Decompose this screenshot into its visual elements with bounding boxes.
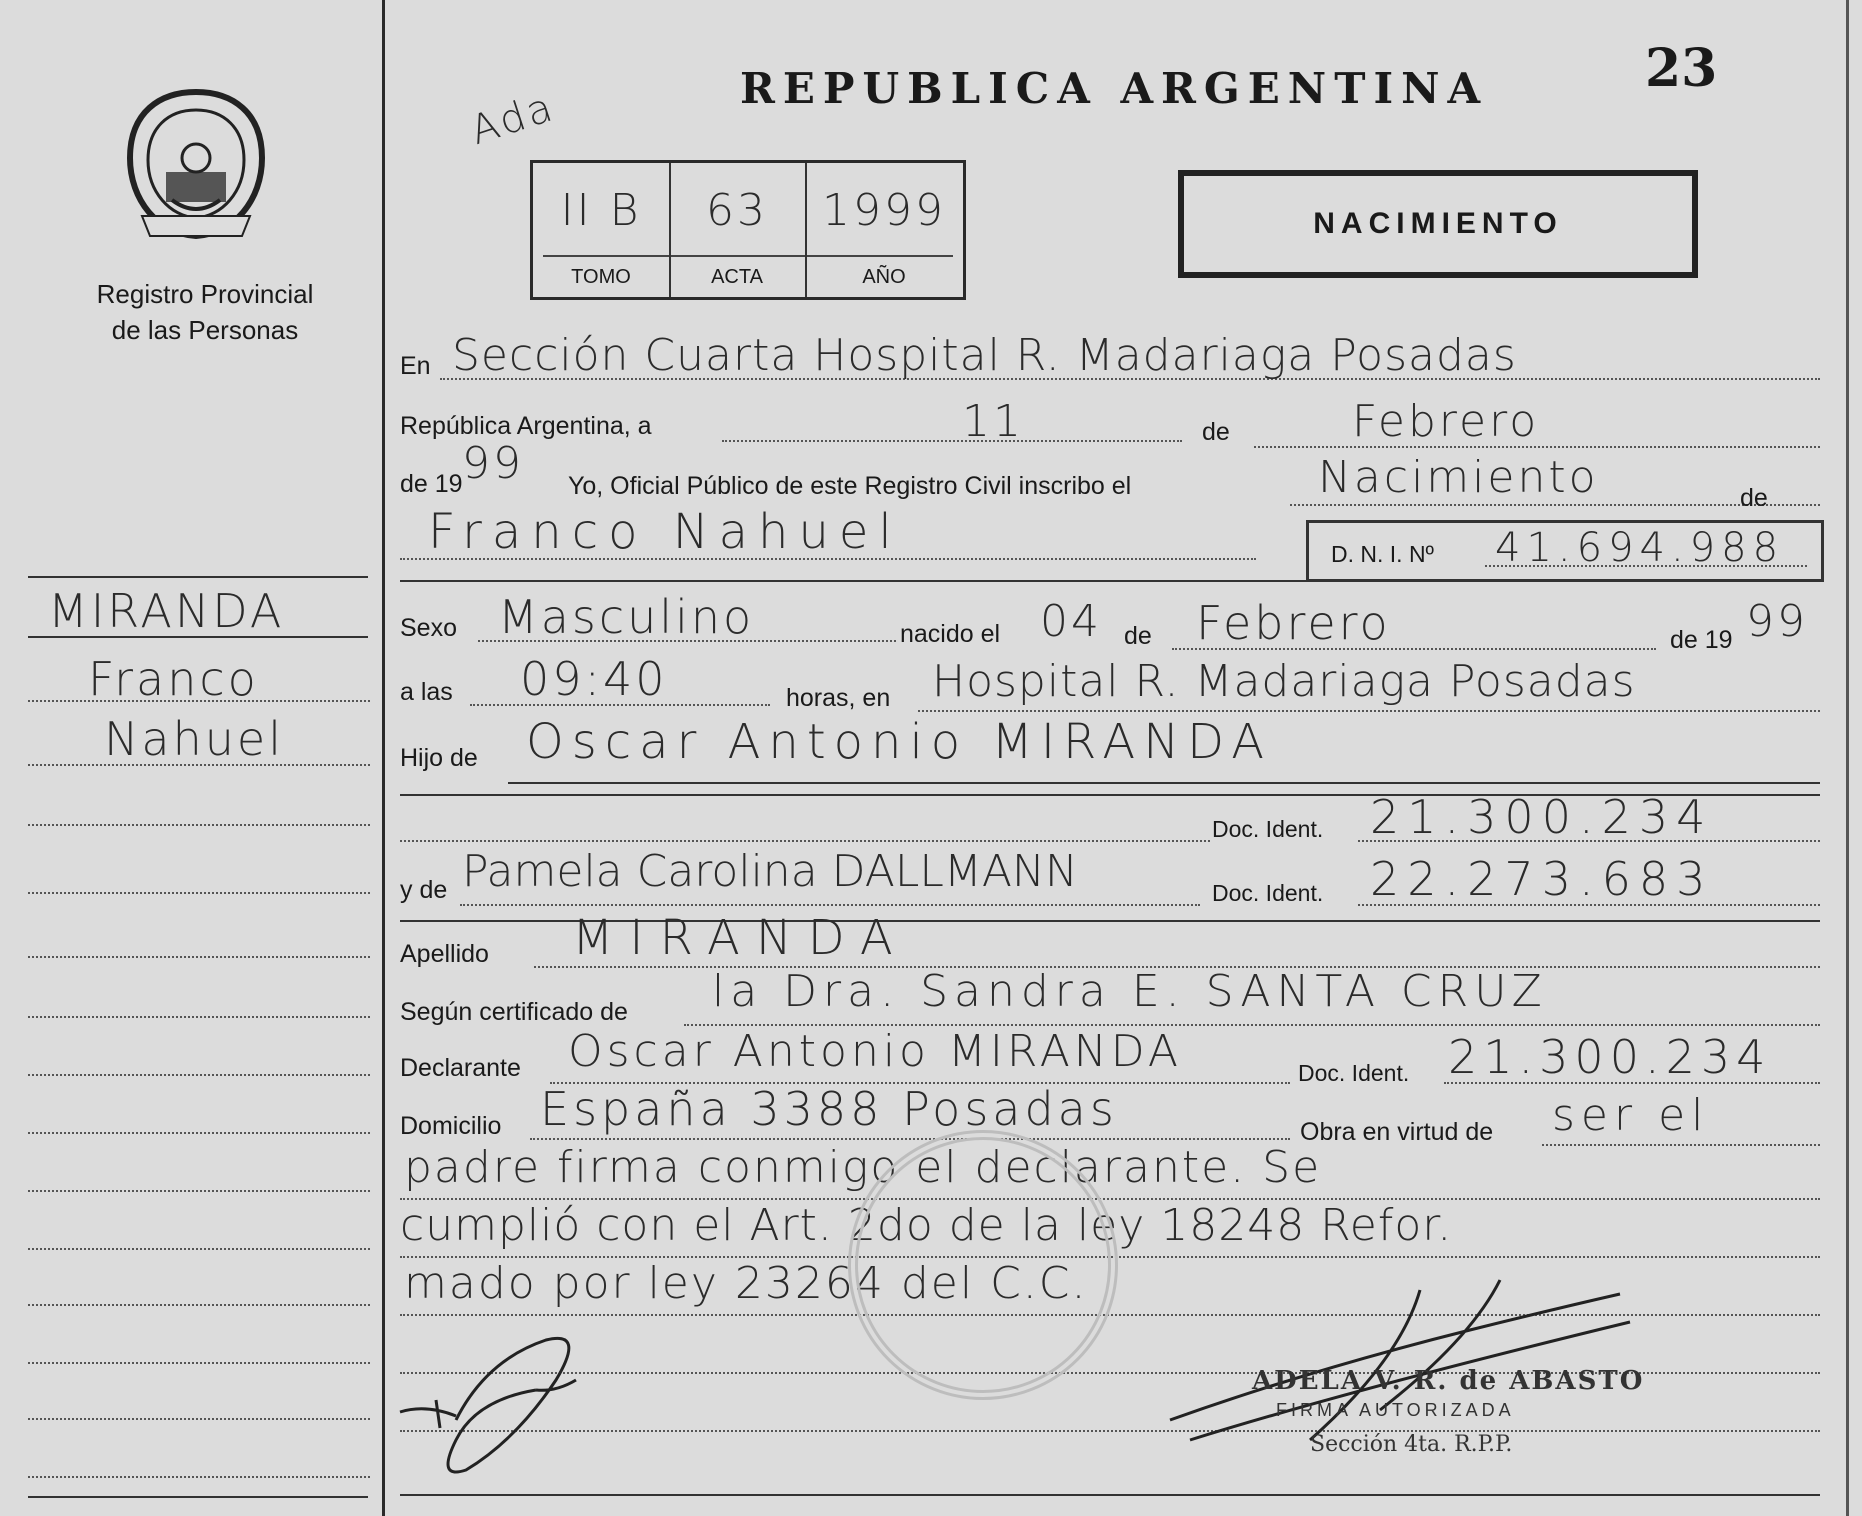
officer-name: ADELA V. R. de ABASTO (1252, 1366, 1645, 1396)
sexo-value: Masculino (498, 590, 755, 644)
dni-value: 41.694.988 (1495, 525, 1785, 571)
apellido-value: MIRANDA (572, 910, 909, 966)
obra-label: Obra en virtud de (1300, 1118, 1494, 1146)
de-label-3: de (1124, 622, 1152, 650)
officer-role: FIRMA AUTORIZADA (1276, 1400, 1515, 1420)
dni-box (1306, 520, 1824, 582)
birth-year: 99 (1746, 596, 1808, 647)
sidebar-line (28, 1418, 370, 1420)
sidebar-line (28, 700, 370, 702)
registry-name (30, 276, 380, 348)
father-doc: 21.300.234 (1370, 790, 1714, 844)
sidebar-line (28, 1016, 370, 1018)
alas-label: a las (400, 678, 453, 706)
declarante-value: Oscar Antonio MIRANDA (568, 1026, 1182, 1077)
mother-line (460, 904, 1200, 906)
obs-text-2: cumplió con el Art. 2do de la ley 18248 Refor. (400, 1200, 1453, 1251)
sidebar-line (28, 1248, 370, 1250)
obra-line (1542, 1144, 1820, 1146)
acta-cell (669, 163, 807, 297)
father-doc-label: Doc. Ident. (1212, 816, 1324, 842)
page-edge (1846, 0, 1849, 1516)
province-seal-icon (122, 88, 270, 240)
month-value: Febrero (1352, 396, 1540, 447)
de-label-2: de (1740, 484, 1768, 512)
father-line (508, 782, 1820, 784)
sidebar-line (28, 1362, 370, 1364)
record-type-box: NACIMIENTO (1178, 170, 1698, 278)
yde-label: y de (400, 876, 448, 904)
sidebar-surname: MIRANDA (48, 584, 285, 638)
declarant-signature-icon (396, 1320, 616, 1480)
sidebar-given-2: Nahuel (104, 712, 284, 766)
mother-doc-label: Doc. Ident. (1212, 880, 1324, 906)
sidebar-line (28, 1074, 370, 1076)
mother-name: Pamela Carolina DALLMANN (462, 846, 1078, 897)
reference-box (530, 160, 966, 300)
column-divider (382, 0, 385, 1516)
sidebar-line (28, 764, 370, 766)
place-line (918, 710, 1820, 712)
ano-cell (805, 163, 963, 297)
birth-day: 04 (1040, 596, 1102, 647)
ano-value: 1999 (822, 185, 946, 236)
country-heading: REPUBLICA ARGENTINA (740, 64, 1489, 113)
sidebar-top-rule (28, 576, 368, 578)
sidebar-given-1: Franco (88, 652, 259, 706)
ano-label: AÑO (862, 266, 906, 288)
act-value: Nacimiento (1318, 452, 1599, 503)
registry-line-2: de las Personas (111, 315, 299, 345)
day-value: 11 (962, 396, 1024, 447)
birth-time: 09:40 (520, 652, 668, 706)
birth-place: Hospital R. Madariaga Posadas (932, 656, 1636, 707)
apellido-label: Apellido (400, 940, 489, 968)
mother-doc: 22.273.683 (1370, 852, 1714, 906)
domicilio-label: Domicilio (400, 1112, 502, 1140)
birth-de19-label: de 19 (1670, 626, 1733, 654)
acta-label: ACTA (711, 266, 763, 288)
tomo-label: TOMO (571, 266, 631, 288)
tomo-cell (533, 163, 671, 297)
sidebar-line (28, 1190, 370, 1192)
en-value: Sección Cuarta Hospital R. Madariaga Posadas (452, 330, 1517, 381)
birth-month: Febrero (1196, 596, 1391, 650)
de19-label: de 19 (400, 470, 463, 498)
sidebar-line (28, 892, 370, 894)
acta-value: 63 (706, 185, 768, 236)
certificado-value: la Dra. Sandra E. SANTA CRUZ (712, 966, 1548, 1017)
segun-label: Según certificado de (400, 998, 628, 1026)
en-label: En (400, 352, 431, 380)
declarante-doc-label: Doc. Ident. (1298, 1060, 1410, 1086)
dni-label: D. N. I. Nº (1331, 541, 1434, 567)
year-value: 99 (462, 438, 524, 489)
registry-line-1: Registro Provincial (96, 279, 314, 309)
sexo-label: Sexo (400, 614, 457, 642)
domicilio-value: España 3388 Posadas (540, 1082, 1118, 1136)
obs-text-1: padre firma conmigo el declarante. Se (404, 1142, 1322, 1193)
hijo-label: Hijo de (400, 744, 478, 772)
bottom-rule (400, 1494, 1820, 1496)
page-number: 23 (1645, 38, 1718, 99)
day-line (722, 440, 1182, 442)
obs-text-3: mado por ley 23264 del C.C. (404, 1258, 1088, 1309)
republica-label: República Argentina, a (400, 412, 652, 440)
declarante-doc: 21.300.234 (1448, 1030, 1772, 1084)
nacido-label: nacido el (900, 620, 1001, 648)
sidebar-bottom-rule (28, 1496, 368, 1498)
child-name: Franco Nahuel (428, 504, 902, 560)
sidebar-rule (28, 636, 368, 638)
annotation: Ada (464, 83, 561, 155)
obra-value: ser el (1552, 1090, 1710, 1141)
sidebar-line (28, 1132, 370, 1134)
declarante-label: Declarante (400, 1054, 521, 1082)
horas-label: horas, en (786, 684, 891, 712)
domicilio-line (530, 1138, 1290, 1140)
official-stamp-icon (848, 1130, 1118, 1400)
father-extra-line (400, 840, 1210, 842)
father-name: Oscar Antonio MIRANDA (526, 714, 1273, 770)
statement-text: Yo, Oficial Público de este Registro Civil inscribo el (568, 472, 1132, 500)
section-rule (400, 580, 1820, 582)
officer-section: Sección 4ta. R.P.P. (1310, 1432, 1513, 1457)
tomo-value: II B (560, 185, 642, 236)
sidebar-line (28, 956, 370, 958)
de-label: de (1202, 418, 1230, 446)
sidebar-line (28, 1476, 370, 1478)
sidebar-line (28, 824, 370, 826)
sidebar-line (28, 1304, 370, 1306)
